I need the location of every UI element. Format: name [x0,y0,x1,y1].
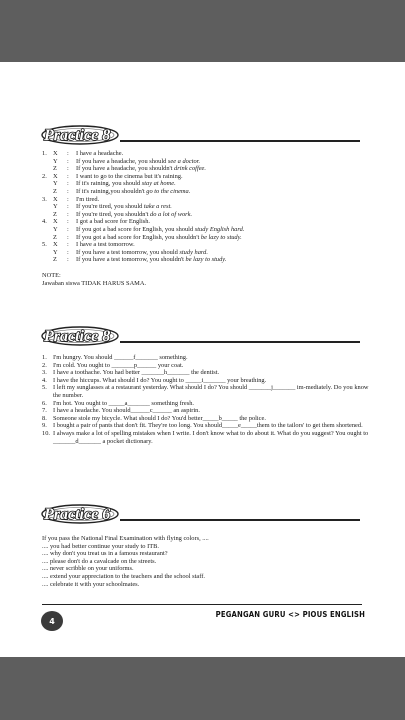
list-item [42,430,372,445]
practice-8-answers [42,150,372,287]
answer-row [42,226,372,234]
practice-heading-2 [40,321,370,351]
text-line: .... never scribble on your uniforms. [42,565,134,573]
item-text: I'm hot. You ought to _____a_______ something fresh. [53,399,195,407]
speaker-letter: Z [53,165,57,173]
answer-segment: If it's raining,you shouldn't [76,187,147,195]
text-line: If you pass the National Final Examination with flying colors, .... [42,535,209,542]
answer-row [42,158,372,166]
item-number: 2. [42,172,47,180]
speaker-letter: Y [53,180,58,188]
answer-segment: If you got a bad score for English, you shouldn't [76,233,201,241]
heading-rule [120,519,360,521]
list-item [42,400,372,408]
practice-6-answers [42,535,372,588]
answer-row [42,173,372,181]
page-number-badge: 4 [41,611,63,631]
speaker-letter: Y [53,157,58,165]
item-number: 4. [42,218,47,226]
colon: : [67,172,69,180]
text-line: .... celebrate it with your schoolmates. [42,580,140,588]
answer-emphasis: be lazy to study. [185,256,227,264]
list-item [42,422,372,430]
answer-segment: If you have a test tomorrow, you shouldn't [76,256,186,264]
answer-text [76,241,372,249]
item-number: 10. [42,429,50,437]
colon: : [67,165,69,173]
answer-emphasis: study hard. [179,248,208,256]
answer-emphasis: see a doctor. [167,157,201,165]
heading-text: Practice 8 [44,328,111,345]
answer-row [42,211,372,219]
item-number: 1. [42,150,47,157]
answer-emphasis: be lazy to study. [200,233,242,241]
practice-8-key [42,354,372,445]
item-number: 4. [42,376,47,384]
colon: : [67,157,69,165]
heading-emblem [40,321,130,349]
speaker-letter: X [53,150,58,157]
document-page [0,62,405,657]
answer-row [42,203,372,211]
item-number [42,211,53,219]
item-text: I always make a lot of spelling mistakes when I write. I don't know what to do about it. What do you suggest? You ought to _______d_______ a pocket dictionary. [53,429,369,445]
item-text: I have a headache. You should______c______ an aspirin. [53,407,200,415]
answer-row [42,249,372,257]
practice-heading-1 [40,120,370,150]
speaker-letter: X [53,195,58,203]
item-text: Someone stole my bicycle. What should I do? You'd better_____b_____ the police. [53,414,266,422]
item-number [42,256,53,264]
list-item [42,362,372,370]
heading-rule [120,140,360,142]
item-number: 3. [42,369,47,377]
colon: : [67,256,69,264]
answer-text [76,226,372,234]
colon: : [67,187,69,195]
answer-text [76,211,372,219]
speaker-letter: X [53,218,58,226]
answer-row [42,150,372,158]
answer-emphasis: study English hard. [194,225,245,233]
answer-emphasis: go to the cinema. [146,187,191,195]
answer-text [76,218,372,226]
text-line: .... please don't do a cavalcade on the streets. [42,557,157,565]
speaker-letter: Y [53,203,58,211]
item-number: 6. [42,399,47,407]
text-line: .... extend your appreciation to the teachers and the school staff. [42,572,205,580]
item-number: 7. [42,407,47,415]
answer-text [76,173,372,181]
item-number: 2. [42,361,47,369]
list-item [42,377,372,385]
speaker-letter: Z [53,210,57,218]
practice-heading-3 [40,499,370,529]
answer-segment: If you're tired, you shouldn't [76,210,151,218]
bottom-bar [0,657,405,720]
heading-rule [120,341,360,343]
speaker-letter: Y [53,225,58,233]
answer-text [76,256,372,264]
note-label: NOTE: [42,271,61,279]
answer-segment: I got a bad score for English. [76,218,151,226]
answer-row [42,241,372,249]
answer-segment: I have a test tomorrow. [76,241,135,249]
speaker-letter: Z [53,233,57,241]
item-number [42,226,53,234]
list-item [42,384,372,399]
answer-emphasis: drink coffee. [174,165,206,173]
answer-row [42,218,372,226]
answer-text [76,203,372,211]
item-number: 8. [42,414,47,422]
item-number: 3. [42,195,47,203]
answer-segment: If you have a headache, you shouldn't [76,165,175,173]
item-number: 1. [42,354,47,361]
list-item [42,407,372,415]
heading-emblem [40,120,130,148]
answer-text [76,165,372,173]
item-number [42,180,53,188]
item-text: I'm hungry. You should ______f_______ something. [53,354,188,361]
heading-emblem [40,499,130,527]
answer-emphasis: stay at home. [141,180,176,188]
answer-segment: I'm tired. [76,195,100,203]
answer-emphasis: do a lot of work. [150,210,193,218]
top-bar [0,0,405,62]
note-text: Jawaban siswa TIDAK HARUS SAMA. [42,279,147,287]
answer-row [42,188,372,196]
answer-text [76,180,372,188]
list-item [42,354,372,362]
answer-text [76,234,372,242]
item-number: 5. [42,384,47,392]
heading-text: Practice 6 [44,506,111,523]
answer-segment: If you have a headache, you should [76,157,168,165]
text-line: .... why don't you treat us in a famous restaurant? [42,550,168,558]
item-number [42,188,53,196]
colon: : [67,248,69,256]
answer-row [42,165,372,173]
text-line: .... you had better continue your study to ITB. [42,542,159,550]
item-number [42,234,53,242]
colon: : [67,233,69,241]
item-number [42,203,53,211]
answer-segment: If it's raining, you should [76,180,142,188]
speaker-letter: Z [53,256,57,264]
item-text: I have a toothache. You had better _______h_______ the dentist. [53,369,220,377]
colon: : [67,150,69,157]
item-number [42,158,53,166]
item-text: I bought a pair of pants that don't fit. They're too long. You should_____e_____them to the tailors' to get them shortened. [53,422,363,430]
answer-segment: I have a headache. [76,150,124,157]
answer-row [42,234,372,242]
footer-title: PEGANGAN GURU <> PIOUS ENGLISH [215,610,365,619]
colon: : [67,180,69,188]
answer-text [76,249,372,257]
colon: : [67,210,69,218]
item-text: I have the hiccups. What should I do? You ought to _____i_______ your breathing. [53,376,267,384]
item-number [42,249,53,257]
answer-row [42,256,372,264]
item-number: 9. [42,422,47,430]
speaker-letter: Z [53,187,57,195]
answer-segment: I want to go to the cinema but it's raining. [76,172,183,180]
answer-segment: If you have a test tomorrow, you should [76,248,180,256]
colon: : [67,203,69,211]
item-number: 5. [42,241,47,249]
item-text: I left my sunglasses at a restaurant yesterday. What should I do? You should _______j_______ im-mediately. Do you know the number. [53,384,369,399]
answer-text [76,188,372,196]
answer-segment: If you got a bad score for English, you should [76,225,195,233]
speaker-letter: X [53,241,58,249]
list-item [42,415,372,423]
item-number [42,165,53,173]
colon: : [67,225,69,233]
heading-text: Practice 8 [44,127,111,144]
answer-row [42,196,372,204]
colon: : [67,218,69,226]
answer-text [76,150,372,158]
answer-segment: If you're tired, you should [76,203,144,211]
speaker-letter: X [53,172,58,180]
answer-row [42,180,372,188]
colon: : [67,241,69,249]
note-block [42,272,372,287]
answer-emphasis: take a rest. [143,203,172,211]
footer-rule [42,604,362,605]
speaker-letter: Y [53,248,58,256]
answer-text [76,196,372,204]
answer-text [76,158,372,166]
item-text: I'm cold. You ought to _______p______ your coat. [53,361,184,369]
list-item [42,369,372,377]
colon: : [67,195,69,203]
